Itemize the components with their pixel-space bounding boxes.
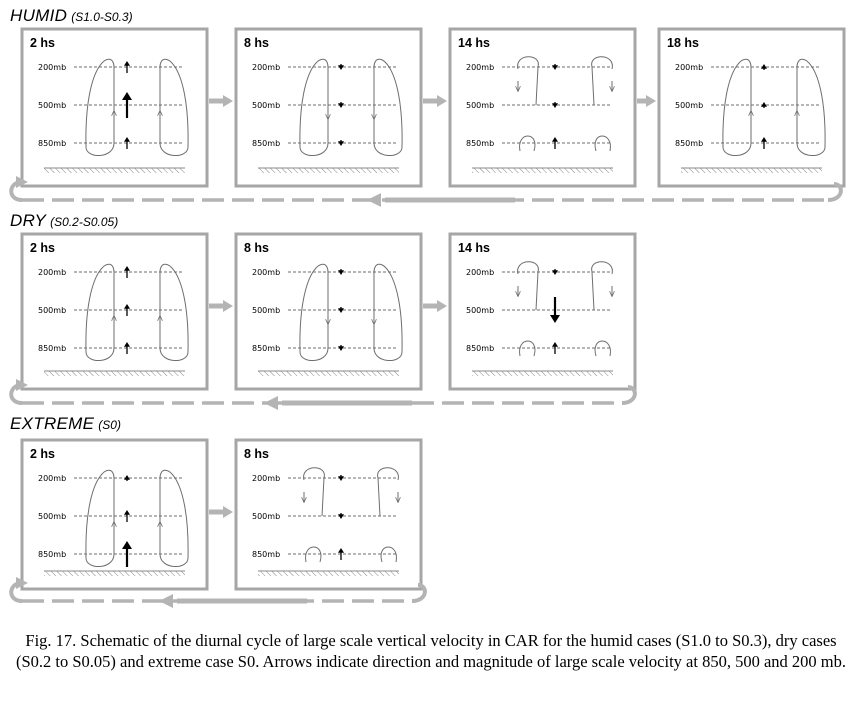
panel-time-label: 8 hs <box>244 241 270 255</box>
row-title-main: DRY <box>10 211 47 230</box>
transition-arrow-head <box>223 95 233 107</box>
ground-hatching <box>44 371 185 376</box>
level-label: 500mb <box>38 101 67 110</box>
level-label: 850mb <box>38 344 67 353</box>
level-label: 850mb <box>38 550 67 559</box>
panel-time-label: 14 hs <box>458 36 490 50</box>
level-label: 850mb <box>675 139 704 148</box>
panel-time-label: 8 hs <box>244 36 270 50</box>
panel <box>22 234 207 389</box>
level-label: 200mb <box>466 63 495 72</box>
ground-hatching <box>472 371 613 376</box>
ground-hatching <box>44 168 185 173</box>
panel <box>659 29 844 186</box>
transition-arrow-head <box>223 300 233 312</box>
level-label: 200mb <box>252 268 281 277</box>
figure-caption: Fig. 17. Schematic of the diurnal cycle of large scale vertical velocity in CAR for the humid cases (S1.0 to S0.3), dry cases (S0.2 to S0.05) and extreme case S0. Arrows indicate direction and magnitude of large scale velocity at 850, 500 and 200 mb. <box>16 631 846 671</box>
panel <box>450 234 635 389</box>
diagram-row-humid <box>11 29 844 207</box>
transition-arrow-head <box>437 300 447 312</box>
level-label: 500mb <box>466 306 495 315</box>
level-label: 200mb <box>38 63 67 72</box>
ground-hatching <box>258 571 399 576</box>
level-label: 500mb <box>38 512 67 521</box>
panel <box>236 234 421 389</box>
ground-hatching <box>258 168 399 173</box>
panel-time-label: 2 hs <box>30 36 56 50</box>
level-label: 200mb <box>252 63 281 72</box>
row-title-main: HUMID <box>10 6 68 25</box>
return-line-arrowhead <box>264 396 278 410</box>
level-label: 200mb <box>252 474 281 483</box>
return-line-arrowhead <box>159 594 173 608</box>
level-label: 200mb <box>38 474 67 483</box>
row-title-sub: (S0) <box>98 418 121 432</box>
level-label: 500mb <box>466 101 495 110</box>
panel <box>22 440 207 589</box>
panel <box>236 29 421 186</box>
panel-time-label: 2 hs <box>30 241 56 255</box>
panel-time-label: 14 hs <box>458 241 490 255</box>
level-label: 200mb <box>466 268 495 277</box>
level-label: 850mb <box>466 139 495 148</box>
ground-hatching <box>472 168 613 173</box>
panel-time-label: 2 hs <box>30 447 56 461</box>
panel-time-label: 8 hs <box>244 447 270 461</box>
row-title-main: EXTREME <box>10 414 95 433</box>
row-title-sub: (S1.0-S0.3) <box>71 10 133 24</box>
panel <box>236 440 421 589</box>
level-label: 850mb <box>252 344 281 353</box>
panel <box>22 29 207 186</box>
level-label: 500mb <box>675 101 704 110</box>
level-label: 850mb <box>38 139 67 148</box>
level-label: 500mb <box>252 512 281 521</box>
diagram-row-extreme <box>11 440 425 608</box>
level-label: 850mb <box>466 344 495 353</box>
diagram-row-dry <box>11 234 635 410</box>
level-label: 850mb <box>252 550 281 559</box>
level-label: 200mb <box>38 268 67 277</box>
ground-hatching <box>44 571 185 576</box>
panel-time-label: 18 hs <box>667 36 699 50</box>
level-label: 200mb <box>675 63 704 72</box>
transition-arrow-head <box>646 95 656 107</box>
transition-arrow-head <box>437 95 447 107</box>
return-line-arrowhead <box>367 193 381 207</box>
panel <box>450 29 635 186</box>
level-label: 500mb <box>38 306 67 315</box>
level-label: 500mb <box>252 306 281 315</box>
row-title-sub: (S0.2-S0.05) <box>50 215 119 229</box>
ground-hatching <box>681 168 822 173</box>
transition-arrow-head <box>223 506 233 518</box>
level-label: 850mb <box>252 139 281 148</box>
level-label: 500mb <box>252 101 281 110</box>
ground-hatching <box>258 371 399 376</box>
